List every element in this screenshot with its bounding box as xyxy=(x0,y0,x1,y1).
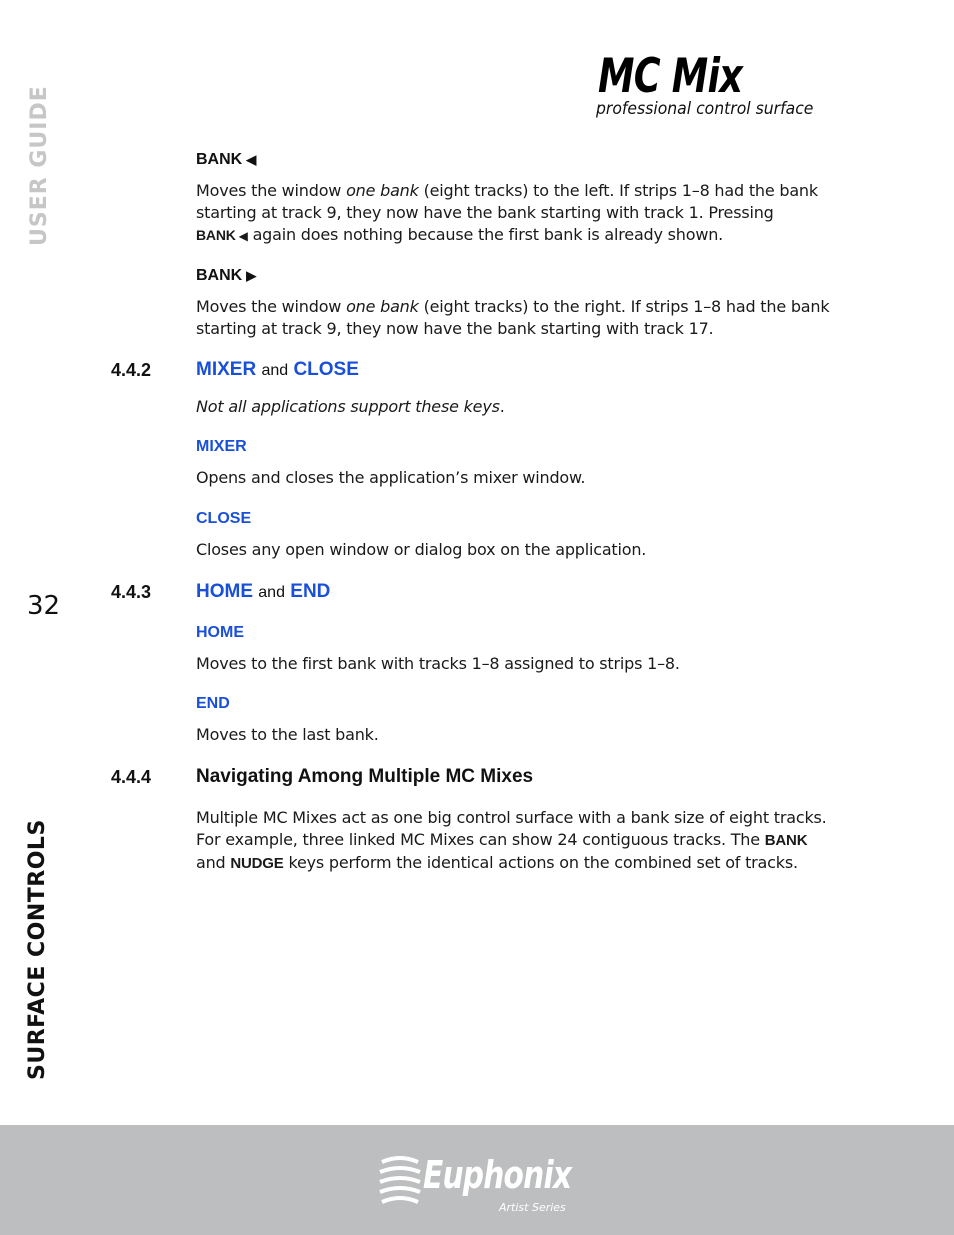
euphonix-wave-icon xyxy=(378,1154,422,1210)
end-heading: END xyxy=(196,695,230,712)
mc-mix-logo: MC Mix xyxy=(598,49,743,104)
section-444-text: keys perform the identical actions on the combined set of tracks. xyxy=(283,853,798,872)
bank-right-emphasis: one bank xyxy=(346,297,419,316)
and-word: and xyxy=(258,584,285,601)
section-442-note xyxy=(196,396,846,418)
note-text: Not all applications support these keys xyxy=(196,397,500,416)
mixer-heading: MIXER xyxy=(196,438,247,455)
section-number-443: 4.4.3 xyxy=(111,582,152,602)
bank-left-key: BANK xyxy=(196,151,243,168)
mixer-description: Opens and closes the application’s mixer window. xyxy=(196,468,586,487)
bank-right-key: BANK xyxy=(196,267,243,284)
logo-subtitle: professional control surface xyxy=(596,99,814,119)
bank-inline-key: BANK xyxy=(764,832,808,849)
bank-left-text: again does nothing because the first bank is already shown. xyxy=(247,225,724,244)
section-title-444: Navigating Among Multiple MC Mixes xyxy=(196,766,534,787)
section-444-text: Multiple MC Mixes act as one big control surface with a bank size of eight tracks. xyxy=(196,808,827,827)
section-444-text: For example, three linked MC Mixes can show 24 contiguous tracks. The xyxy=(196,830,765,849)
right-arrow-icon: ▶ xyxy=(246,268,257,283)
close-description: Closes any open window or dialog box on the application. xyxy=(196,540,647,559)
user-guide-label: USER GUIDE xyxy=(27,85,52,246)
section-444-text: and xyxy=(196,853,231,872)
section-444-description xyxy=(196,807,846,875)
bank-left-description xyxy=(196,180,846,247)
section-title-442 xyxy=(196,359,359,382)
bank-right-text: Moves the window xyxy=(196,297,347,316)
and-word: and xyxy=(261,362,289,379)
bank-left-text: Moves the window xyxy=(196,181,347,200)
end-description: Moves to the last bank. xyxy=(196,725,379,744)
bank-left-text: starting at track 9, they now have the bank starting with track 1. Pressing xyxy=(196,203,774,222)
home-description: Moves to the first bank with tracks 1–8 assigned to strips 1–8. xyxy=(196,654,680,673)
close-heading: CLOSE xyxy=(196,510,252,527)
nudge-inline-key: NUDGE xyxy=(230,855,284,872)
mixer-key-title: MIXER xyxy=(196,359,257,380)
left-arrow-icon: ◀ xyxy=(246,152,257,167)
page-number: 32 xyxy=(27,591,61,621)
bank-left-text: (eight tracks) to the left. If strips 1–8 had the bank xyxy=(418,181,818,200)
section-number-442: 4.4.2 xyxy=(111,360,152,380)
bank-left-emphasis: one bank xyxy=(346,181,419,200)
bank-inline-key: BANK xyxy=(196,227,236,243)
surface-controls-label: SURFACE CONTROLS xyxy=(25,819,50,1080)
left-arrow-icon: ◀ xyxy=(238,229,248,243)
bank-right-heading xyxy=(196,266,846,286)
euphonix-wordmark: Euphonix xyxy=(423,1153,572,1197)
end-key-title: END xyxy=(290,581,331,602)
section-title-443 xyxy=(196,581,330,604)
home-heading: HOME xyxy=(196,624,244,641)
euphonix-logo xyxy=(378,1148,588,1218)
close-key-title: CLOSE xyxy=(293,359,359,380)
bank-right-description xyxy=(196,296,846,340)
section-number-444: 4.4.4 xyxy=(111,767,152,787)
note-period: . xyxy=(499,397,505,416)
home-key-title: HOME xyxy=(196,581,253,602)
bank-right-text: (eight tracks) to the right. If strips 1–8 had the bank xyxy=(418,297,830,316)
bank-right-text: starting at track 9, they now have the bank starting with track 17. xyxy=(196,319,714,338)
artist-series-label: Artist Series xyxy=(499,1201,566,1214)
bank-left-heading xyxy=(196,150,846,170)
